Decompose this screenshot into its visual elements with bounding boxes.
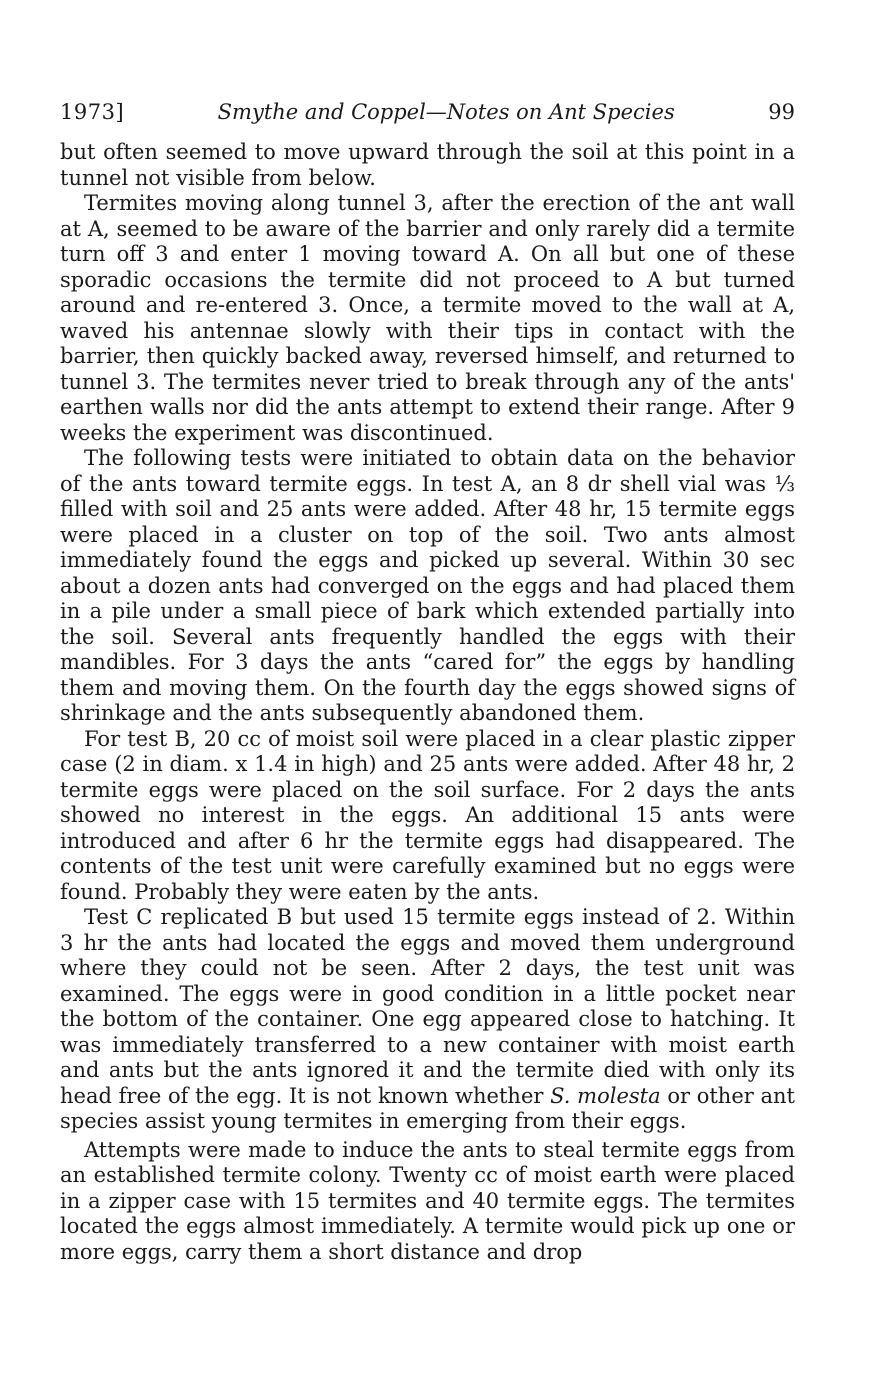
journal-page [60, 100, 795, 1265]
header-title: Smythe and Coppel—Notes on Ant Species [217, 100, 675, 124]
paragraph-test-c [60, 905, 795, 1135]
paragraph-termite-barrier: Termites moving along tunnel 3, after the erection of the ant wall at A, seemed to be aware of the barrier and only rarely did a termite turn off 3 and enter 1 moving toward A. On all but one of these sporadic occasions the termite did not proceed to A but turned around and re-entered 3. Once, a termite moved to the wall at A, waved his antennae slowly with their tips in contact with the barrier, then quickly backed away, reversed himself, and returned to tunnel 3. The termites never tried to break through any of the ants' earthen walls nor did the ants attempt to extend their range. After 9 weeks the experiment was discontinued. [60, 191, 795, 445]
paragraph-egg-stealing: Attempts were made to induce the ants to steal termite eggs from an established termite colony. Twenty cc of moist earth were placed in a zipper case with 15 termites and 40 termite eggs. The termites located the eggs almost immediately. A termite would pick up one or more eggs, carry them a short distance and drop [60, 1137, 795, 1264]
page-number: 99 [768, 100, 795, 124]
test-c-text-before: Test C replicated B but used 15 termite eggs instead of 2. Within 3 hr the ants had located the eggs and moved them underground where they could not be seen. After 2 days, the test unit was examined. The eggs were in good condition in a little pocket near the bottom of the container. One egg appeared close to hatching. It was immediately transferred to a new container with moist earth and ants but the ants ignored it and the termite died with only its head free of the egg. It is not known whether [60, 905, 795, 1108]
species-name: S. molesta [550, 1083, 661, 1108]
paragraph-continuation: but often seemed to move upward through the soil at this point in a tunnel not visible from below. [60, 140, 795, 190]
article-body [60, 140, 795, 1265]
running-head [60, 100, 795, 124]
paragraph-test-b: For test B, 20 cc of moist soil were placed in a clear plastic zipper case (2 in diam. x 1.4 in high) and 25 ants were added. After 48 hr, 2 termite eggs were placed on the soil surface. For 2 days the ants showed no interest in the eggs. An additional 15 ants were introduced and after 6 hr the termite eggs had disappeared. The contents of the test unit were carefully examined but no eggs were found. Probably they were eaten by the ants. [60, 726, 795, 904]
header-year: 1973] [60, 100, 125, 124]
paragraph-test-a: The following tests were initiated to obtain data on the behavior of the ants toward termite eggs. In test A, an 8 dr shell vial was ⅓ filled with soil and 25 ants were added. After 48 hr, 15 termite eggs were placed in a cluster on top of the soil. Two ants almost immediately found the eggs and picked up several. Within 30 sec about a dozen ants had converged on the eggs and had placed them in a pile under a small piece of bark which extended partially into the soil. Several ants frequently handled the eggs with their mandibles. For 3 days the ants “cared for” the eggs by handling them and moving them. On the fourth day the eggs showed signs of shrinkage and the ants subsequently abandoned them. [60, 446, 795, 725]
test-c-text-after: or other ant species assist young termites in emerging from their eggs. [60, 1083, 795, 1133]
